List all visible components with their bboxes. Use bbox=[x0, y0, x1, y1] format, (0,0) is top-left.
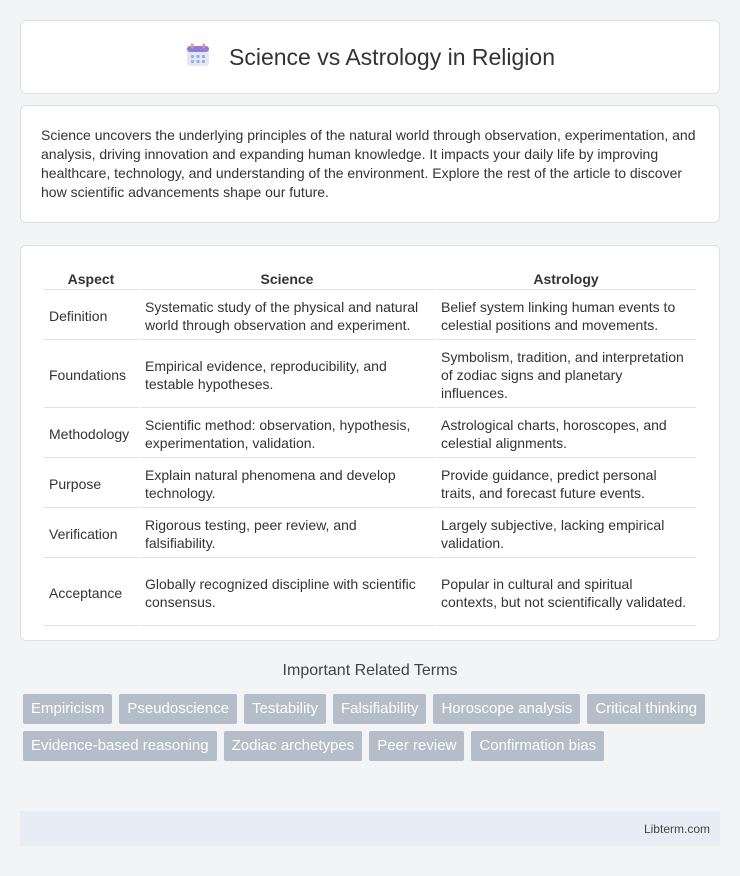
related-terms-title: Important Related Terms bbox=[282, 662, 458, 679]
aspect-cell: Definition bbox=[44, 292, 138, 340]
science-cell: Rigorous testing, peer review, and falsifiability. bbox=[140, 510, 434, 558]
calendar-icon bbox=[185, 42, 211, 73]
related-terms-list bbox=[23, 694, 723, 761]
footer bbox=[20, 811, 720, 846]
table-row bbox=[44, 560, 696, 626]
table-row bbox=[44, 292, 696, 340]
table-header-row bbox=[44, 268, 696, 290]
header-aspect: Aspect bbox=[44, 268, 138, 290]
science-cell: Empirical evidence, reproducibility, and testable hypotheses. bbox=[140, 342, 434, 408]
table-row bbox=[44, 510, 696, 558]
aspect-cell: Foundations bbox=[44, 342, 138, 408]
comparison-table bbox=[42, 266, 698, 628]
aspect-cell: Acceptance bbox=[44, 560, 138, 626]
science-cell: Scientific method: observation, hypothesis, experimentation, validation. bbox=[140, 410, 434, 458]
tag-empiricism[interactable]: Empiricism bbox=[23, 694, 112, 724]
tag-critical-thinking[interactable]: Critical thinking bbox=[587, 694, 705, 724]
table-row bbox=[44, 342, 696, 408]
tag-horoscope-analysis[interactable]: Horoscope analysis bbox=[433, 694, 580, 724]
aspect-cell: Methodology bbox=[44, 410, 138, 458]
tag-evidence-based-reasoning[interactable]: Evidence-based reasoning bbox=[23, 731, 217, 761]
tag-pseudoscience[interactable]: Pseudoscience bbox=[119, 694, 237, 724]
footer-site-link[interactable]: Libterm.com bbox=[643, 821, 710, 836]
science-cell: Explain natural phenomena and develop technology. bbox=[140, 460, 434, 508]
astrology-cell: Belief system linking human events to celestial positions and movements. bbox=[436, 292, 696, 340]
astrology-cell: Popular in cultural and spiritual contexts, but not scientifically validated. bbox=[436, 560, 696, 626]
intro-text: Science uncovers the underlying principles of the natural world through observation, experimentation, and analysis, driving innovation and expanding human knowledge. It impacts your daily life by improving healthcare, technology, and understanding of the environment. Explore the rest of the article to discover how scientific advancements shape our future. bbox=[41, 127, 696, 200]
comparison-card bbox=[20, 245, 720, 641]
tag-peer-review[interactable]: Peer review bbox=[369, 731, 464, 761]
science-cell: Systematic study of the physical and natural world through observation and experiment. bbox=[140, 292, 434, 340]
table-row bbox=[44, 410, 696, 458]
header-astrology: Astrology bbox=[436, 268, 696, 290]
aspect-cell: Purpose bbox=[44, 460, 138, 508]
header bbox=[185, 42, 555, 73]
science-cell: Globally recognized discipline with scientific consensus. bbox=[140, 560, 434, 626]
aspect-cell: Verification bbox=[44, 510, 138, 558]
astrology-cell: Largely subjective, lacking empirical validation. bbox=[436, 510, 696, 558]
astrology-cell: Provide guidance, predict personal traits, and forecast future events. bbox=[436, 460, 696, 508]
tag-testability[interactable]: Testability bbox=[244, 694, 326, 724]
astrology-cell: Symbolism, tradition, and interpretation of zodiac signs and planetary influences. bbox=[436, 342, 696, 408]
tag-confirmation-bias[interactable]: Confirmation bias bbox=[471, 731, 604, 761]
astrology-cell: Astrological charts, horoscopes, and celestial alignments. bbox=[436, 410, 696, 458]
page-title: Science vs Astrology in Religion bbox=[229, 43, 555, 70]
tag-zodiac-archetypes[interactable]: Zodiac archetypes bbox=[224, 731, 363, 761]
intro-card bbox=[20, 105, 720, 223]
header-science: Science bbox=[140, 268, 434, 290]
table-row bbox=[44, 460, 696, 508]
header-card bbox=[20, 20, 720, 94]
tag-falsifiability[interactable]: Falsifiability bbox=[333, 694, 427, 724]
